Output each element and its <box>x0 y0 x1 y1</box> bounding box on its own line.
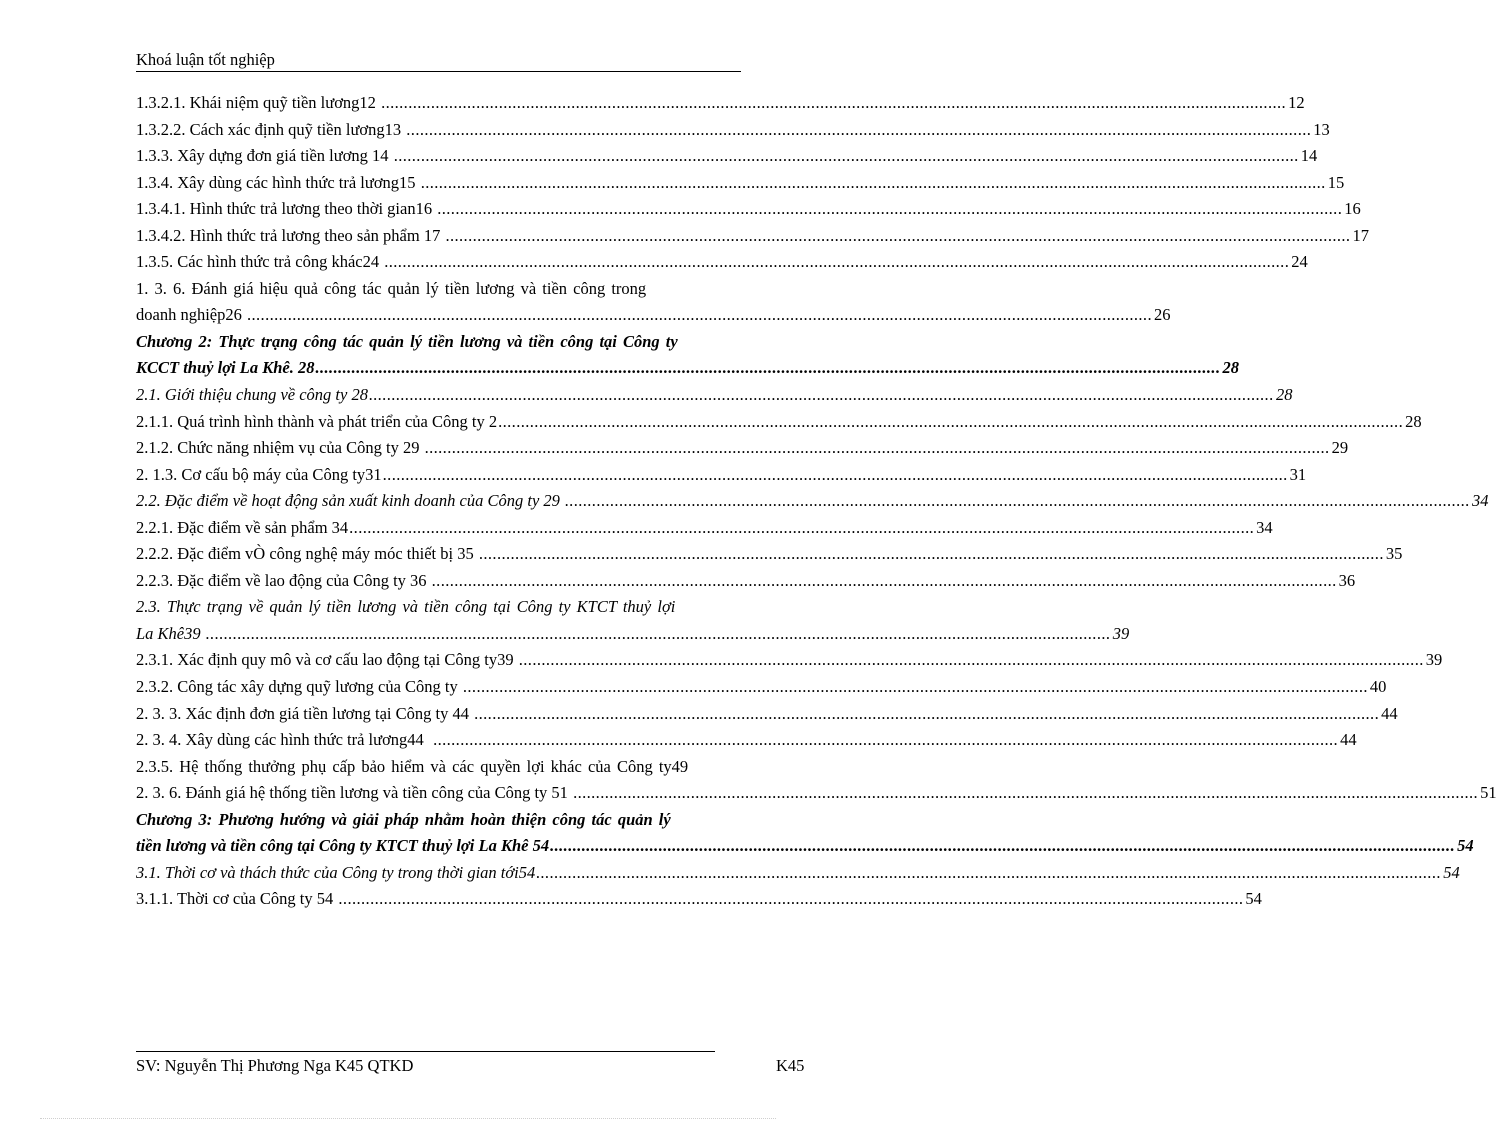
toc-entry-label: doanh nghiệp26 <box>136 305 246 325</box>
toc-entry <box>136 143 1318 170</box>
toc-dot-leader: ........................................................................................................................................................................................................ <box>424 438 1330 458</box>
toc-entry <box>136 886 1262 913</box>
toc-entry-label: 2.3.2. Công tác xây dựng quỹ lương của Công ty <box>136 677 462 697</box>
toc-page-number: 54 <box>1457 836 1474 856</box>
toc-page-number: 40 <box>1369 677 1387 697</box>
toc-page-number: 12 <box>1288 93 1305 112</box>
toc-dot-leader: ........................................................................................................................................................................................................ <box>462 677 1368 697</box>
toc-page-number: 34 <box>1472 491 1489 511</box>
toc-page-number: 28 <box>1222 358 1239 378</box>
toc-entry <box>136 223 1369 250</box>
toc-dot-leader: ........................................................................................................................................................................................................ <box>565 491 1471 511</box>
toc-entry-label: 2.1. Giới thiệu chung về công ty 28 <box>136 385 368 405</box>
toc-dot-leader: ........................................................................................................................................................................................................ <box>445 225 1351 245</box>
toc-page-number: 31 <box>1289 464 1307 484</box>
toc-dot-leader: ........................................................................................................................................................................................................ <box>420 172 1326 192</box>
toc-page-number: 44 <box>1381 703 1398 723</box>
toc-entry <box>136 329 741 356</box>
toc-entry <box>136 860 1460 887</box>
header-title: Khoá luận tốt nghiệp <box>136 50 275 69</box>
toc-entry-label: KCCT thuỷ lợi La Khê. 28 <box>136 358 315 378</box>
toc-page-number: 39 <box>1112 623 1130 643</box>
toc-entry-label: 2. 3. 6. Đánh giá hệ thống tiền lương và tiền công của Công ty 51 <box>136 783 573 803</box>
toc-page-number: 34 <box>1256 517 1273 537</box>
toc-dot-leader: ........................................................................................................................................................................................................ <box>338 889 1244 909</box>
footer-rule <box>136 1051 715 1052</box>
toc-entry <box>136 276 741 303</box>
toc-entry <box>136 488 1489 515</box>
toc-page-number: 16 <box>1344 199 1361 219</box>
toc-page-number: 13 <box>1313 119 1330 139</box>
toc-dot-leader: ........................................................................................................................................................................................................ <box>433 730 1339 750</box>
toc-entry-label: Chương 2: Thực trạng công tác quản lý tiền lương và tiền công tại Công ty <box>136 331 678 351</box>
toc-entry-label: tiền lương và tiền công tại Công ty KTCT thuỷ lợi La Khê 54 <box>136 836 550 856</box>
toc-dot-leader: ........................................................................................................................................................................................................ <box>573 783 1479 803</box>
toc-page-number: 36 <box>1338 570 1356 590</box>
toc-page-number: 15 <box>1327 172 1345 192</box>
toc-entry-label: 2. 3. 4. Xây dùng các hình thức trả lương44 <box>136 730 433 750</box>
toc-page-number: 28 <box>1405 411 1422 431</box>
toc-entry-label: 2.3.5. Hệ thống thưởng phụ cấp bảo hiểm và các quyền lợi khác của Công ty49 <box>136 756 689 776</box>
toc-entry <box>136 302 1171 329</box>
toc-entry <box>136 196 1361 223</box>
toc-entry <box>136 382 1293 409</box>
toc-dot-leader: ........................................................................................................................................................................................................ <box>518 650 1424 670</box>
toc-entry <box>136 754 741 781</box>
toc-dot-leader: ........................................................................................................................................................................................................ <box>315 358 1221 378</box>
toc-dot-leader: ........................................................................................................................................................................................................ <box>478 544 1384 564</box>
toc-entry <box>136 647 1443 674</box>
toc-entry-label: Chương 3: Phương hướng và giải pháp nhằm hoàn thiện công tác quản lý <box>136 809 671 829</box>
toc-page-number: 17 <box>1352 225 1369 245</box>
table-of-contents <box>136 90 1497 913</box>
toc-page-number: 54 <box>1245 889 1262 909</box>
toc-page-number: 51 <box>1480 783 1497 803</box>
toc-dot-leader: ........................................................................................................................................................................................................ <box>382 464 1288 484</box>
toc-dot-leader: ........................................................................................................................................................................................................ <box>368 385 1274 405</box>
toc-entry-label: 2.1.2. Chức năng nhiệm vụ của Công ty 29 <box>136 438 424 458</box>
toc-entry <box>136 409 1422 436</box>
toc-entry-label: 1.3.2.1. Khái niệm quỹ tiền lương12 <box>136 93 381 112</box>
toc-entry <box>136 568 1356 595</box>
toc-dot-leader: ........................................................................................................................................................................................................ <box>384 252 1290 272</box>
toc-entry <box>136 170 1345 197</box>
page-bottom-divider <box>40 1118 776 1119</box>
toc-entry-label: 3.1. Thời cơ và thách thức của Công ty trong thời gian tới54 <box>136 862 536 882</box>
toc-entry <box>136 780 1497 807</box>
toc-page-number: 26 <box>1153 305 1171 325</box>
toc-entry-label: 2.2.1. Đặc điểm về sản phẩm 34 <box>136 517 349 537</box>
toc-entry <box>136 117 1330 144</box>
toc-dot-leader: ........................................................................................................................................................................................................ <box>349 517 1255 537</box>
toc-entry <box>136 90 1305 117</box>
toc-entry-label: 1. 3. 6. Đánh giá hiệu quả công tác quản lý tiền lương và tiền công trong <box>136 278 647 298</box>
footer-class-code: K45 <box>776 1056 805 1075</box>
toc-entry <box>136 435 1349 462</box>
toc-entry-label: 3.1.1. Thời cơ của Công ty 54 <box>136 889 338 909</box>
toc-entry-label: La Khê39 <box>136 623 205 643</box>
toc-entry <box>136 807 741 834</box>
toc-entry-label: 2.2.3. Đặc điểm về lao động của Công ty 36 <box>136 570 431 590</box>
toc-entry-label: 2. 1.3. Cơ cấu bộ máy của Công ty31 <box>136 464 382 484</box>
toc-dot-leader: ........................................................................................................................................................................................................ <box>536 862 1442 882</box>
toc-dot-leader: ........................................................................................................................................................................................................ <box>393 146 1299 166</box>
toc-entry <box>136 727 1357 754</box>
running-header <box>136 50 741 72</box>
toc-dot-leader: ........................................................................................................................................................................................................ <box>474 703 1380 723</box>
footer-student-name: SV: Nguyễn Thị Phương Nga K45 QTKD <box>136 1056 414 1075</box>
toc-page-number: 39 <box>1425 650 1443 670</box>
toc-dot-leader: ........................................................................................................................................................................................................ <box>437 199 1343 219</box>
toc-entry <box>136 621 1130 648</box>
toc-page-number: 29 <box>1331 438 1349 458</box>
toc-entry-label: 2.3.1. Xác định quy mô và cơ cấu lao động tại Công ty39 <box>136 650 518 670</box>
toc-entry-label: 1.3.4.2. Hình thức trả lương theo sản phẩm 17 <box>136 225 445 245</box>
toc-page-number: 35 <box>1385 544 1403 564</box>
toc-entry-label: 2. 3. 3. Xác định đơn giá tiền lương tại Công ty 44 <box>136 703 474 723</box>
toc-entry <box>136 833 1474 860</box>
toc-entry-label: 1.3.3. Xây dựng đơn giá tiền lương 14 <box>136 146 393 166</box>
toc-entry-label: 1.3.4. Xây dùng các hình thức trả lương15 <box>136 172 420 192</box>
toc-entry <box>136 355 1239 382</box>
toc-entry-label: 1.3.4.1. Hình thức trả lương theo thời gian16 <box>136 199 437 219</box>
toc-entry <box>136 515 1273 542</box>
toc-page-number: 14 <box>1300 146 1318 166</box>
toc-dot-leader: ........................................................................................................................................................................................................ <box>205 623 1111 643</box>
toc-entry-label: 2.1.1. Quá trình hình thành và phát triển của Công ty 2 <box>136 411 498 431</box>
toc-page-number: 24 <box>1291 252 1308 272</box>
toc-dot-leader: ........................................................................................................................................................................................................ <box>406 119 1312 139</box>
toc-dot-leader: ........................................................................................................................................................................................................ <box>550 836 1456 856</box>
toc-dot-leader: ........................................................................................................................................................................................................ <box>498 411 1404 431</box>
toc-entry <box>136 594 741 621</box>
toc-page-number: 54 <box>1443 862 1460 882</box>
toc-entry <box>136 541 1403 568</box>
toc-dot-leader: ........................................................................................................................................................................................................ <box>381 93 1287 112</box>
toc-entry-label: 1.3.2.2. Cách xác định quỹ tiền lương13 <box>136 119 406 139</box>
toc-entry <box>136 701 1398 728</box>
toc-page-number: 28 <box>1275 385 1293 405</box>
toc-dot-leader: ........................................................................................................................................................................................................ <box>246 305 1152 325</box>
toc-entry <box>136 249 1308 276</box>
toc-entry-label: 2.2.2. Đặc điểm vÒ công nghệ máy móc thiết bị 35 <box>136 544 478 564</box>
toc-entry-label: 2.3. Thực trạng về quản lý tiền lương và tiền công tại Công ty KTCT thuỷ lợi <box>136 597 676 617</box>
toc-entry <box>136 462 1307 489</box>
toc-dot-leader: ........................................................................................................................................................................................................ <box>431 570 1337 590</box>
toc-entry-label: 2.2. Đặc điểm về hoạt động sản xuất kinh doanh của Công ty 29 <box>136 491 565 511</box>
toc-entry-label: 1.3.5. Các hình thức trả công khác24 <box>136 252 384 272</box>
toc-page-number: 44 <box>1340 730 1357 750</box>
toc-entry <box>136 674 1387 701</box>
